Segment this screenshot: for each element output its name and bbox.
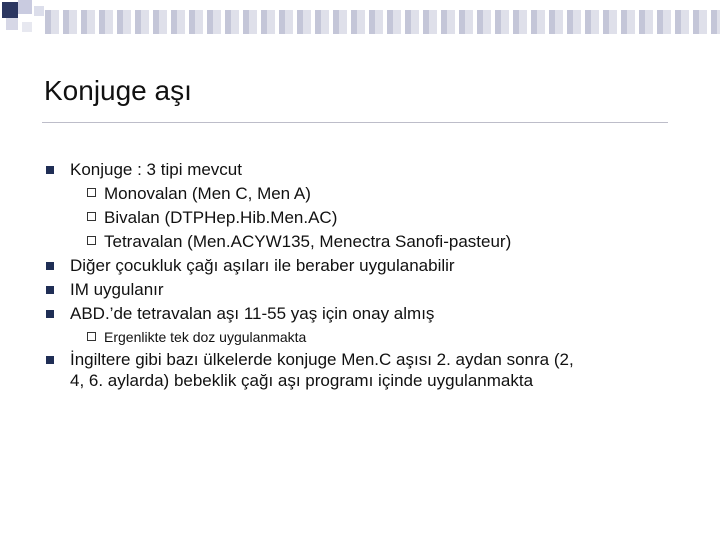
bullet-square-icon bbox=[46, 356, 54, 364]
list-item: Bivalan (DTPHep.Hib.Men.AC) bbox=[104, 208, 338, 227]
bullet-hollow-square-icon bbox=[87, 212, 96, 221]
bullet-hollow-square-icon bbox=[87, 332, 96, 341]
list-item: ABD.’de tetravalan aşı 11-55 yaş için onay almış bbox=[70, 304, 435, 323]
slide-title: Konjuge aşı bbox=[44, 75, 192, 106]
list-item: Tetravalan (Men.ACYW135, Menectra Sanofi-pasteur) bbox=[104, 232, 512, 251]
list-item: Ergenlikte tek doz uygulanmakta bbox=[104, 329, 307, 345]
bullet-square-icon bbox=[46, 286, 54, 294]
bullet-hollow-square-icon bbox=[87, 236, 96, 245]
list-item: IM uygulanır bbox=[70, 280, 164, 299]
bullet-square-icon bbox=[46, 262, 54, 270]
list-item: İngiltere gibi bazı ülkelerde konjuge Men.C aşısı 2. aydan sonra (2, bbox=[70, 350, 574, 369]
bullet-square-icon bbox=[46, 166, 54, 174]
bullet-square-icon bbox=[46, 310, 54, 318]
list-item: Diğer çocukluk çağı aşıları ile beraber uygulanabilir bbox=[70, 256, 455, 275]
list-item: Monovalan (Men C, Men A) bbox=[104, 184, 311, 203]
bullet-hollow-square-icon bbox=[87, 188, 96, 197]
list-item-continuation: 4, 6. aylarda) bebeklik çağı aşı programı içinde uygulanmakta bbox=[70, 371, 534, 390]
list-item: Konjuge : 3 tipi mevcut bbox=[70, 160, 242, 179]
